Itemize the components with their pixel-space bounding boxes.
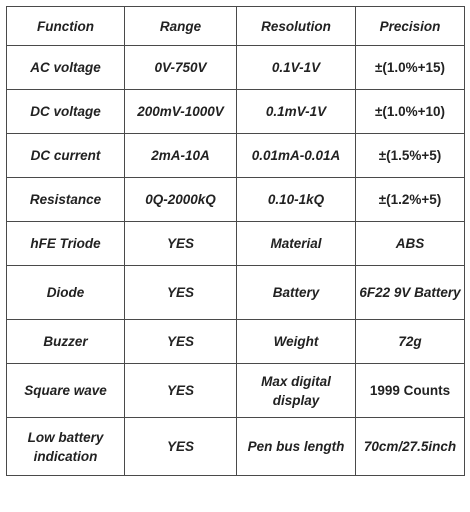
cell-precision: 72g — [356, 320, 465, 364]
cell-resolution: Battery — [237, 266, 356, 320]
cell-resolution: Material — [237, 222, 356, 266]
cell-function: Resistance — [7, 178, 125, 222]
specification-table — [6, 6, 465, 476]
cell-precision: ±(1.5%+5) — [356, 134, 465, 178]
header-function: Function — [7, 7, 125, 46]
cell-range: YES — [125, 364, 237, 418]
cell-precision: ABS — [356, 222, 465, 266]
cell-precision: 1999 Counts — [356, 364, 465, 418]
cell-range: 0Q-2000kQ — [125, 178, 237, 222]
table-row — [7, 320, 465, 364]
header-precision: Precision — [356, 7, 465, 46]
cell-range: 2mA-10A — [125, 134, 237, 178]
table-row — [7, 90, 465, 134]
cell-resolution: 0.10-1kQ — [237, 178, 356, 222]
table-row — [7, 364, 465, 418]
table-row — [7, 418, 465, 476]
table-row — [7, 46, 465, 90]
cell-resolution: 0.01mA-0.01A — [237, 134, 356, 178]
cell-precision: ±(1.0%+10) — [356, 90, 465, 134]
table-header-row — [7, 7, 465, 46]
cell-function: Diode — [7, 266, 125, 320]
cell-precision: ±(1.2%+5) — [356, 178, 465, 222]
table-row — [7, 266, 465, 320]
cell-precision: ±(1.0%+15) — [356, 46, 465, 90]
table-row — [7, 178, 465, 222]
cell-resolution: 0.1mV-1V — [237, 90, 356, 134]
cell-precision: 70cm/27.5inch — [356, 418, 465, 476]
cell-range: YES — [125, 418, 237, 476]
cell-function: Square wave — [7, 364, 125, 418]
cell-range: YES — [125, 266, 237, 320]
cell-resolution: 0.1V-1V — [237, 46, 356, 90]
header-resolution: Resolution — [237, 7, 356, 46]
cell-range: YES — [125, 320, 237, 364]
cell-range: YES — [125, 222, 237, 266]
cell-function: DC current — [7, 134, 125, 178]
cell-range: 0V-750V — [125, 46, 237, 90]
cell-resolution: Pen bus length — [237, 418, 356, 476]
table-row — [7, 222, 465, 266]
table-row — [7, 134, 465, 178]
cell-precision: 6F22 9V Battery — [356, 266, 465, 320]
cell-range: 200mV-1000V — [125, 90, 237, 134]
cell-resolution: Weight — [237, 320, 356, 364]
cell-resolution: Max digital display — [237, 364, 356, 418]
header-range: Range — [125, 7, 237, 46]
cell-function: Buzzer — [7, 320, 125, 364]
cell-function: hFE Triode — [7, 222, 125, 266]
cell-function: AC voltage — [7, 46, 125, 90]
cell-function: DC voltage — [7, 90, 125, 134]
cell-function: Low battery indication — [7, 418, 125, 476]
